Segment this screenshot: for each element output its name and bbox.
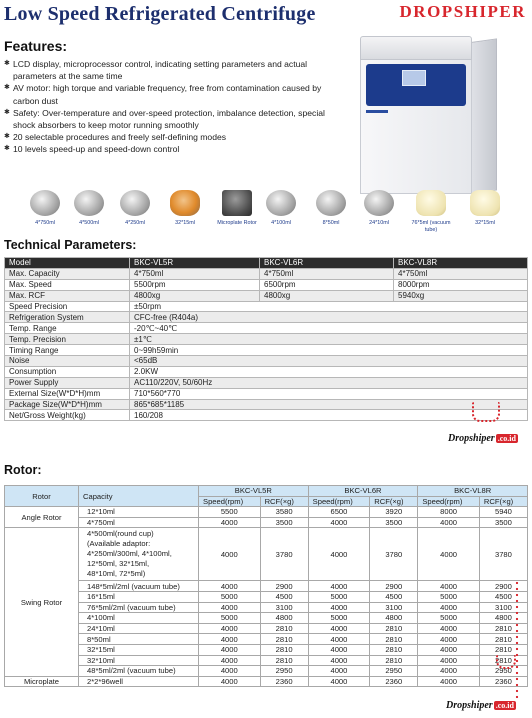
feature-item: ✱ AV motor: high torque and variable frequency, free from contamination caused by carbon dust [4, 82, 334, 106]
rotor-type-cell: Swing Rotor [5, 528, 79, 676]
features-heading: Features: [4, 38, 68, 54]
accessory-item [308, 190, 354, 227]
tech-row [5, 366, 528, 377]
rotor-image [416, 190, 446, 216]
accessory-label: 8*50ml [322, 220, 340, 226]
capacity-cell: 8*50ml [79, 634, 199, 645]
speed-cell: 4000 [308, 602, 370, 613]
speed-col-header: Speed(rpm) [308, 496, 370, 507]
tech-param-name: External Size(W*D*H)mm [5, 388, 130, 399]
speed-cell: 4000 [199, 517, 261, 528]
cart-watermark-icon [472, 402, 500, 422]
speed-cell: 5000 [418, 591, 480, 602]
accessory-item [66, 190, 112, 227]
speed-cell: 5000 [418, 613, 480, 624]
tech-param-value: -20℃~40℃ [130, 323, 528, 334]
machine-control-panel [366, 64, 466, 106]
rcf-cell: 2900 [260, 581, 308, 592]
speed-cell: 4000 [308, 517, 370, 528]
rcf-cell: 2810 [370, 634, 418, 645]
speed-cell: 8000 [418, 507, 480, 518]
speed-cell: 4000 [199, 634, 261, 645]
rcf-cell: 3780 [370, 528, 418, 581]
capacity-cell: 4*500ml(round cup) (Available adaptor: 4*250ml/300ml, 4*100ml, 12*50ml, 32*15ml, 48*10ml, 72*5ml) [79, 528, 199, 581]
rcf-cell: 2810 [479, 644, 527, 655]
rcf-cell: 2360 [370, 676, 418, 687]
rotor-row [5, 644, 528, 655]
speed-cell: 4000 [418, 623, 480, 634]
rotor-row [5, 634, 528, 645]
rcf-cell: 2810 [260, 623, 308, 634]
speed-cell: 4000 [308, 634, 370, 645]
tech-header-cell: Model [5, 258, 130, 269]
rcf-cell: 2950 [370, 666, 418, 677]
accessory-item [356, 190, 402, 227]
rcf-cell: 3580 [260, 507, 308, 518]
feature-item: ✱ Safety: Over-temperature and over-speed protection, imbalance detection, special shock absorbers to keep motor running smoothly [4, 107, 334, 131]
speed-cell: 4000 [199, 655, 261, 666]
speed-cell: 4000 [308, 581, 370, 592]
capacity-col-header: Capacity [79, 486, 199, 507]
accessory-label: 32*15ml [175, 220, 195, 226]
tech-param-value: 160/208 [130, 410, 528, 421]
machine-side [471, 38, 497, 194]
feature-item: ✱ 10 levels speed-up and speed-down control [4, 143, 334, 155]
accessory-label: Microplate Rotor [217, 220, 257, 226]
speed-cell: 4000 [308, 623, 370, 634]
tech-param-name: Net/Gross Weight(kg) [5, 410, 130, 421]
tech-param-name: Max. RCF [5, 290, 130, 301]
speed-cell: 4000 [308, 676, 370, 687]
tech-header-cell: BKC-VL6R [260, 258, 394, 269]
rotor-row [5, 666, 528, 677]
page-title: Low Speed Refrigerated Centrifuge [4, 3, 316, 25]
tech-param-name: Speed Precision [5, 301, 130, 312]
rcf-cell: 4800 [479, 613, 527, 624]
accessory-item [112, 190, 158, 227]
tech-row [5, 301, 528, 312]
rotor-image [30, 190, 60, 216]
rotor-row [5, 602, 528, 613]
rcf-cell: 2810 [260, 634, 308, 645]
tech-param-name: Max. Capacity [5, 268, 130, 279]
tech-param-name: Power Supply [5, 377, 130, 388]
feature-item: ✱ 20 selectable procedures and freely self-defining modes [4, 131, 334, 143]
speed-cell: 6500 [308, 507, 370, 518]
capacity-cell: 4*750ml [79, 517, 199, 528]
rotor-row [5, 623, 528, 634]
rotor-image [120, 190, 150, 216]
rcf-cell: 2810 [260, 644, 308, 655]
machine-logo-strip [366, 110, 388, 113]
feature-item: ✱ LCD display, microprocessor control, indicating setting parameters and actual parameters at the same time [4, 58, 334, 82]
rcf-cell: 3100 [260, 602, 308, 613]
rcf-cell: 5940 [479, 507, 527, 518]
rotor-image [364, 190, 394, 216]
rcf-cell: 2900 [370, 581, 418, 592]
rcf-col-header: RCF(×g) [479, 496, 527, 507]
tech-param-value: 0~99h59min [130, 345, 528, 356]
rotor-image [170, 190, 200, 216]
speed-col-header: Speed(rpm) [199, 496, 261, 507]
accessory-item [214, 190, 260, 227]
rotor-image [74, 190, 104, 216]
tech-param-value: 4800xg [260, 290, 394, 301]
tech-param-value: <65dB [130, 356, 528, 367]
technical-table [4, 257, 528, 421]
tech-param-value: ±50rpm [130, 301, 528, 312]
capacity-cell: 48*5ml/2ml (vacuum tube) [79, 666, 199, 677]
technical-heading: Technical Parameters: [4, 238, 137, 252]
rotor-image [266, 190, 296, 216]
rotor-col-header: Rotor [5, 486, 79, 507]
accessory-label: 32*15ml [475, 220, 495, 226]
rcf-cell: 2810 [370, 623, 418, 634]
accessory-item [258, 190, 304, 227]
rcf-cell: 2360 [479, 676, 527, 687]
speed-cell: 4000 [418, 644, 480, 655]
rcf-cell: 4500 [370, 591, 418, 602]
capacity-cell: 4*100ml [79, 613, 199, 624]
accessory-item [408, 190, 454, 233]
rotor-row [5, 676, 528, 687]
rotor-header-row [5, 486, 528, 497]
tech-row [5, 410, 528, 421]
rotor-row [5, 613, 528, 624]
tech-param-value: 4*750ml [394, 268, 528, 279]
rcf-cell: 2810 [479, 655, 527, 666]
rcf-cell: 2810 [479, 634, 527, 645]
speed-cell: 4000 [199, 623, 261, 634]
tech-param-value: 8000rpm [394, 279, 528, 290]
rcf-cell: 2810 [260, 655, 308, 666]
rcf-cell: 3500 [370, 517, 418, 528]
tech-param-name: Noise [5, 356, 130, 367]
tech-param-name: Timing Range [5, 345, 130, 356]
rcf-cell: 3500 [260, 517, 308, 528]
tech-param-value: AC110/220V, 50/60Hz [130, 377, 528, 388]
tech-row [5, 399, 528, 410]
rcf-cell: 2950 [260, 666, 308, 677]
rcf-cell: 3500 [479, 517, 527, 528]
accessory-item [462, 190, 508, 227]
accessory-label: 24*10ml [369, 220, 389, 226]
rcf-cell: 2810 [370, 644, 418, 655]
accessory-gallery [0, 190, 532, 242]
accessory-label: 4*250ml [125, 220, 145, 226]
tech-param-value: ±1℃ [130, 334, 528, 345]
speed-cell: 5500 [199, 507, 261, 518]
tech-param-name: Consumption [5, 366, 130, 377]
tech-header-cell: BKC-VL5R [130, 258, 260, 269]
speed-cell: 4000 [418, 517, 480, 528]
tech-row [5, 323, 528, 334]
tech-param-value: 5500rpm [130, 279, 260, 290]
speed-cell: 4000 [418, 602, 480, 613]
speed-cell: 4000 [418, 528, 480, 581]
tech-param-name: Temp. Range [5, 323, 130, 334]
cart-watermark-icon [496, 655, 516, 669]
tech-param-name: Max. Speed [5, 279, 130, 290]
speed-col-header: Speed(rpm) [418, 496, 480, 507]
rcf-cell: 2810 [370, 655, 418, 666]
speed-cell: 4000 [418, 655, 480, 666]
dotted-border-decoration [514, 580, 520, 700]
rotor-row [5, 517, 528, 528]
tech-row [5, 279, 528, 290]
tech-param-value: CFC-free (R404a) [130, 312, 528, 323]
brand-logo: DROPSHIPER [399, 2, 526, 21]
rcf-cell: 3920 [370, 507, 418, 518]
rotor-row [5, 528, 528, 581]
tech-param-value: 4800xg [130, 290, 260, 301]
rotor-image [222, 190, 252, 216]
tech-header-row [5, 258, 528, 269]
tech-row [5, 334, 528, 345]
rcf-cell: 4800 [260, 613, 308, 624]
model-col-header: BKC-VL5R [199, 486, 309, 497]
tech-param-name: Temp. Precision [5, 334, 130, 345]
rcf-cell: 3780 [260, 528, 308, 581]
rotor-image [316, 190, 346, 216]
rotor-row [5, 507, 528, 518]
rcf-col-header: RCF(×g) [260, 496, 308, 507]
speed-cell: 4000 [199, 581, 261, 592]
tech-row [5, 312, 528, 323]
speed-cell: 4000 [418, 581, 480, 592]
tech-row [5, 356, 528, 367]
machine-lid [360, 36, 472, 60]
tech-param-value: 5940xg [394, 290, 528, 301]
rcf-cell: 4500 [260, 591, 308, 602]
speed-cell: 4000 [418, 634, 480, 645]
rotor-table [4, 485, 528, 687]
capacity-cell: 12*10ml [79, 507, 199, 518]
tech-param-value: 6500rpm [260, 279, 394, 290]
speed-cell: 4000 [199, 602, 261, 613]
tech-param-value: 4*750ml [130, 268, 260, 279]
tech-row [5, 345, 528, 356]
model-col-header: BKC-VL8R [418, 486, 528, 497]
features-list [4, 58, 334, 156]
tech-param-value: 4*750ml [260, 268, 394, 279]
speed-cell: 4000 [199, 528, 261, 581]
rcf-cell: 4500 [479, 591, 527, 602]
speed-cell: 4000 [418, 676, 480, 687]
rcf-cell: 4800 [370, 613, 418, 624]
rcf-cell: 3100 [479, 602, 527, 613]
rotor-heading: Rotor: [4, 463, 42, 477]
model-col-header: BKC-VL6R [308, 486, 418, 497]
lcd-display [402, 70, 426, 86]
speed-cell: 4000 [199, 666, 261, 677]
speed-cell: 5000 [199, 613, 261, 624]
rcf-cell: 2950 [479, 666, 527, 677]
accessory-label: 4*500ml [79, 220, 99, 226]
rotor-type-cell: Angle Rotor [5, 507, 79, 528]
tech-row [5, 377, 528, 388]
capacity-cell: 32*10ml [79, 655, 199, 666]
rotor-image [470, 190, 500, 216]
tech-param-value: 2.0KW [130, 366, 528, 377]
rcf-cell: 3100 [370, 602, 418, 613]
rotor-row [5, 655, 528, 666]
rcf-cell: 2810 [479, 623, 527, 634]
accessory-label: 76*5ml (vacuum tube) [411, 220, 451, 233]
speed-cell: 4000 [199, 676, 261, 687]
rcf-cell: 2900 [479, 581, 527, 592]
accessory-label: 4*750ml [35, 220, 55, 226]
capacity-cell: 148*5ml/2ml (vacuum tube) [79, 581, 199, 592]
speed-cell: 4000 [308, 655, 370, 666]
tech-row [5, 268, 528, 279]
speed-cell: 4000 [308, 666, 370, 677]
tech-header-cell: BKC-VL8R [394, 258, 528, 269]
capacity-cell: 76*5ml/2ml (vacuum tube) [79, 602, 199, 613]
rcf-cell: 2360 [260, 676, 308, 687]
rcf-col-header: RCF(×g) [370, 496, 418, 507]
capacity-cell: 16*15ml [79, 591, 199, 602]
tech-row [5, 290, 528, 301]
capacity-cell: 2*2*96well [79, 676, 199, 687]
speed-cell: 4000 [199, 644, 261, 655]
accessory-item [162, 190, 208, 227]
tech-param-name: Refrigeration System [5, 312, 130, 323]
capacity-cell: 32*15ml [79, 644, 199, 655]
watermark: Dropshiper .co.id [448, 433, 516, 444]
rotor-type-cell: Microplate [5, 676, 79, 687]
speed-cell: 5000 [308, 613, 370, 624]
speed-cell: 4000 [308, 644, 370, 655]
rotor-row [5, 581, 528, 592]
speed-cell: 4000 [418, 666, 480, 677]
tech-param-name: Package Size(W*D*H)mm [5, 399, 130, 410]
rotor-row [5, 591, 528, 602]
centrifuge-image [360, 36, 500, 196]
speed-cell: 5000 [308, 591, 370, 602]
tech-param-value: 865*685*1185 [130, 399, 528, 410]
tech-row [5, 388, 528, 399]
capacity-cell: 24*10ml [79, 623, 199, 634]
speed-cell: 4000 [308, 528, 370, 581]
accessory-item [22, 190, 68, 227]
accessory-label: 4*100ml [271, 220, 291, 226]
rcf-cell: 3780 [479, 528, 527, 581]
tech-param-value: 710*560*770 [130, 388, 528, 399]
watermark: Dropshiper .co.id [446, 700, 514, 711]
speed-cell: 5000 [199, 591, 261, 602]
